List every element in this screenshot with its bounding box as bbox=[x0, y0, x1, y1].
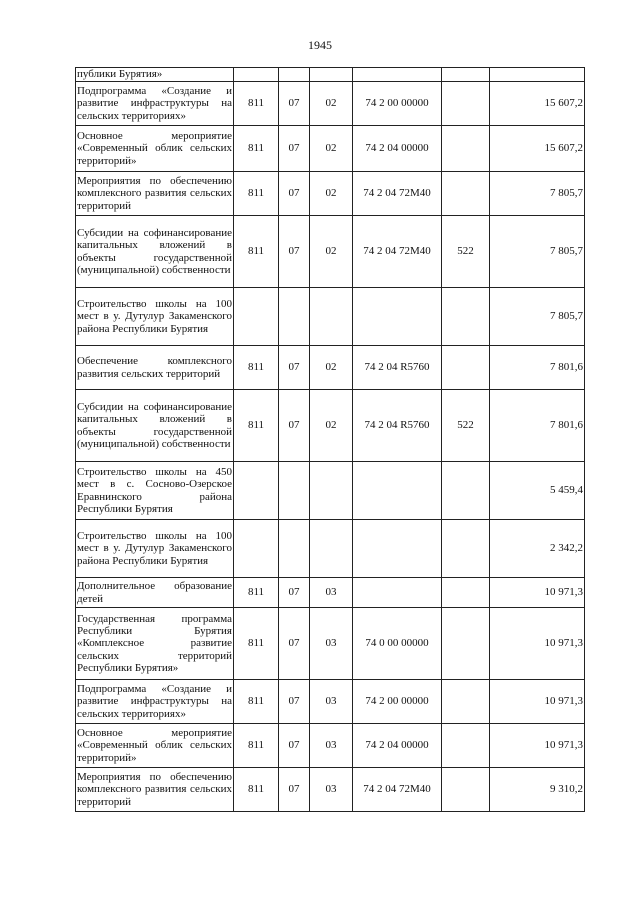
cell-subsection bbox=[310, 520, 353, 578]
cell-ministry-code: 811 bbox=[234, 608, 279, 680]
table-row bbox=[76, 216, 585, 288]
cell-target-article: 74 2 04 00000 bbox=[353, 126, 442, 172]
cell-target-article: 74 2 04 72М40 bbox=[353, 216, 442, 288]
table-row bbox=[76, 126, 585, 172]
cell-section: 07 bbox=[279, 724, 310, 768]
cell-ministry-code: 811 bbox=[234, 724, 279, 768]
cell-section bbox=[279, 520, 310, 578]
table-row bbox=[76, 288, 585, 346]
cell-section: 07 bbox=[279, 390, 310, 462]
cell-ministry-code: 811 bbox=[234, 346, 279, 390]
cell-target-article: 74 0 00 00000 bbox=[353, 608, 442, 680]
cell-name: Подпрограмма «Создание и развитие инфраструктуры на сельских территориях» bbox=[76, 680, 234, 724]
cell-expense-type bbox=[442, 724, 490, 768]
cell-amount: 10 971,3 bbox=[490, 578, 585, 608]
cell-expense-type bbox=[442, 768, 490, 812]
cell-name: Мероприятия по обеспечению комплексного развития сельских территорий bbox=[76, 768, 234, 812]
cell-target-article: 74 2 04 72М40 bbox=[353, 768, 442, 812]
cell-amount: 10 971,3 bbox=[490, 680, 585, 724]
cell-subsection: 03 bbox=[310, 768, 353, 812]
cell-subsection: 03 bbox=[310, 578, 353, 608]
cell-name: Строительство школы на 450 мест в с. Сосново-Озерское Еравнинского района Республики Бурятия bbox=[76, 462, 234, 520]
cell-expense-type bbox=[442, 462, 490, 520]
cell-name: Государственная программа Республики Бурятия «Комплексное развитие сельских территорий Республики Бурятия» bbox=[76, 608, 234, 680]
cell-subsection: 03 bbox=[310, 724, 353, 768]
cell-subsection: 02 bbox=[310, 172, 353, 216]
cell-target-article: 74 2 00 00000 bbox=[353, 680, 442, 724]
cell-subsection: 02 bbox=[310, 346, 353, 390]
cell-section bbox=[279, 462, 310, 520]
cell-subsection bbox=[310, 68, 353, 82]
table-row bbox=[76, 172, 585, 216]
cell-name: Строительство школы на 100 мест в у. Дутулур Закаменского района Республики Бурятия bbox=[76, 520, 234, 578]
cell-target-article bbox=[353, 68, 442, 82]
cell-name: Мероприятия по обеспечению комплексного развития сельских территорий bbox=[76, 172, 234, 216]
cell-subsection: 02 bbox=[310, 126, 353, 172]
cell-target-article bbox=[353, 462, 442, 520]
cell-expense-type bbox=[442, 82, 490, 126]
table-row bbox=[76, 68, 585, 82]
cell-amount: 7 805,7 bbox=[490, 288, 585, 346]
cell-name: Обеспечение комплексного развития сельских территорий bbox=[76, 346, 234, 390]
table-body bbox=[76, 68, 585, 812]
cell-section: 07 bbox=[279, 680, 310, 724]
cell-target-article bbox=[353, 520, 442, 578]
cell-section: 07 bbox=[279, 768, 310, 812]
cell-ministry-code bbox=[234, 68, 279, 82]
cell-subsection: 03 bbox=[310, 680, 353, 724]
cell-target-article bbox=[353, 578, 442, 608]
cell-subsection: 02 bbox=[310, 82, 353, 126]
cell-section: 07 bbox=[279, 578, 310, 608]
cell-ministry-code: 811 bbox=[234, 390, 279, 462]
cell-section: 07 bbox=[279, 172, 310, 216]
cell-amount: 10 971,3 bbox=[490, 724, 585, 768]
page-number: 1945 bbox=[308, 38, 332, 52]
table-row bbox=[76, 82, 585, 126]
cell-name: Субсидии на софинансирование капитальных вложений в объекты государственной (муниципальной) собственности bbox=[76, 390, 234, 462]
cell-target-article bbox=[353, 288, 442, 346]
cell-ministry-code bbox=[234, 520, 279, 578]
cell-name: Основное мероприятие «Современный облик сельских территорий» bbox=[76, 724, 234, 768]
cell-ministry-code: 811 bbox=[234, 172, 279, 216]
cell-name: Дополнительное образование детей bbox=[76, 578, 234, 608]
cell-subsection: 02 bbox=[310, 390, 353, 462]
cell-name: Подпрограмма «Создание и развитие инфраструктуры на сельских территориях» bbox=[76, 82, 234, 126]
table-row bbox=[76, 462, 585, 520]
cell-amount: 15 607,2 bbox=[490, 82, 585, 126]
cell-amount: 15 607,2 bbox=[490, 126, 585, 172]
cell-target-article: 74 2 04 72М40 bbox=[353, 172, 442, 216]
cell-expense-type bbox=[442, 608, 490, 680]
table-row bbox=[76, 520, 585, 578]
cell-amount: 7 801,6 bbox=[490, 390, 585, 462]
cell-section: 07 bbox=[279, 82, 310, 126]
cell-amount: 9 310,2 bbox=[490, 768, 585, 812]
table-row bbox=[76, 768, 585, 812]
cell-ministry-code: 811 bbox=[234, 680, 279, 724]
table-row bbox=[76, 578, 585, 608]
cell-section bbox=[279, 68, 310, 82]
table-row bbox=[76, 680, 585, 724]
cell-ministry-code: 811 bbox=[234, 768, 279, 812]
cell-expense-type bbox=[442, 68, 490, 82]
cell-ministry-code: 811 bbox=[234, 578, 279, 608]
cell-ministry-code bbox=[234, 288, 279, 346]
cell-expense-type bbox=[442, 520, 490, 578]
cell-amount bbox=[490, 68, 585, 82]
cell-target-article: 74 2 00 00000 bbox=[353, 82, 442, 126]
table-row bbox=[76, 346, 585, 390]
cell-amount: 10 971,3 bbox=[490, 608, 585, 680]
cell-section: 07 bbox=[279, 608, 310, 680]
cell-section bbox=[279, 288, 310, 346]
cell-amount: 7 801,6 bbox=[490, 346, 585, 390]
cell-expense-type bbox=[442, 172, 490, 216]
cell-ministry-code bbox=[234, 462, 279, 520]
cell-subsection: 02 bbox=[310, 216, 353, 288]
cell-expense-type bbox=[442, 346, 490, 390]
cell-ministry-code: 811 bbox=[234, 126, 279, 172]
cell-name: Строительство школы на 100 мест в у. Дутулур Закаменского района Республики Бурятия bbox=[76, 288, 234, 346]
cell-subsection: 03 bbox=[310, 608, 353, 680]
table-row bbox=[76, 608, 585, 680]
cell-expense-type: 522 bbox=[442, 390, 490, 462]
cell-expense-type bbox=[442, 578, 490, 608]
cell-name: публики Бурятия» bbox=[76, 68, 234, 82]
cell-section: 07 bbox=[279, 346, 310, 390]
cell-target-article: 74 2 04 R5760 bbox=[353, 346, 442, 390]
cell-amount: 2 342,2 bbox=[490, 520, 585, 578]
table-row bbox=[76, 724, 585, 768]
cell-amount: 7 805,7 bbox=[490, 216, 585, 288]
cell-target-article: 74 2 04 R5760 bbox=[353, 390, 442, 462]
cell-ministry-code: 811 bbox=[234, 82, 279, 126]
budget-table bbox=[75, 67, 585, 812]
cell-expense-type bbox=[442, 680, 490, 724]
cell-expense-type bbox=[442, 126, 490, 172]
cell-expense-type: 522 bbox=[442, 216, 490, 288]
cell-expense-type bbox=[442, 288, 490, 346]
cell-amount: 7 805,7 bbox=[490, 172, 585, 216]
cell-subsection bbox=[310, 288, 353, 346]
cell-ministry-code: 811 bbox=[234, 216, 279, 288]
cell-section: 07 bbox=[279, 126, 310, 172]
cell-amount: 5 459,4 bbox=[490, 462, 585, 520]
table-row bbox=[76, 390, 585, 462]
cell-section: 07 bbox=[279, 216, 310, 288]
cell-name: Основное мероприятие «Современный облик сельских территорий» bbox=[76, 126, 234, 172]
cell-subsection bbox=[310, 462, 353, 520]
cell-target-article: 74 2 04 00000 bbox=[353, 724, 442, 768]
cell-name: Субсидии на софинансирование капитальных вложений в объекты государственной (муниципальной) собственности bbox=[76, 216, 234, 288]
